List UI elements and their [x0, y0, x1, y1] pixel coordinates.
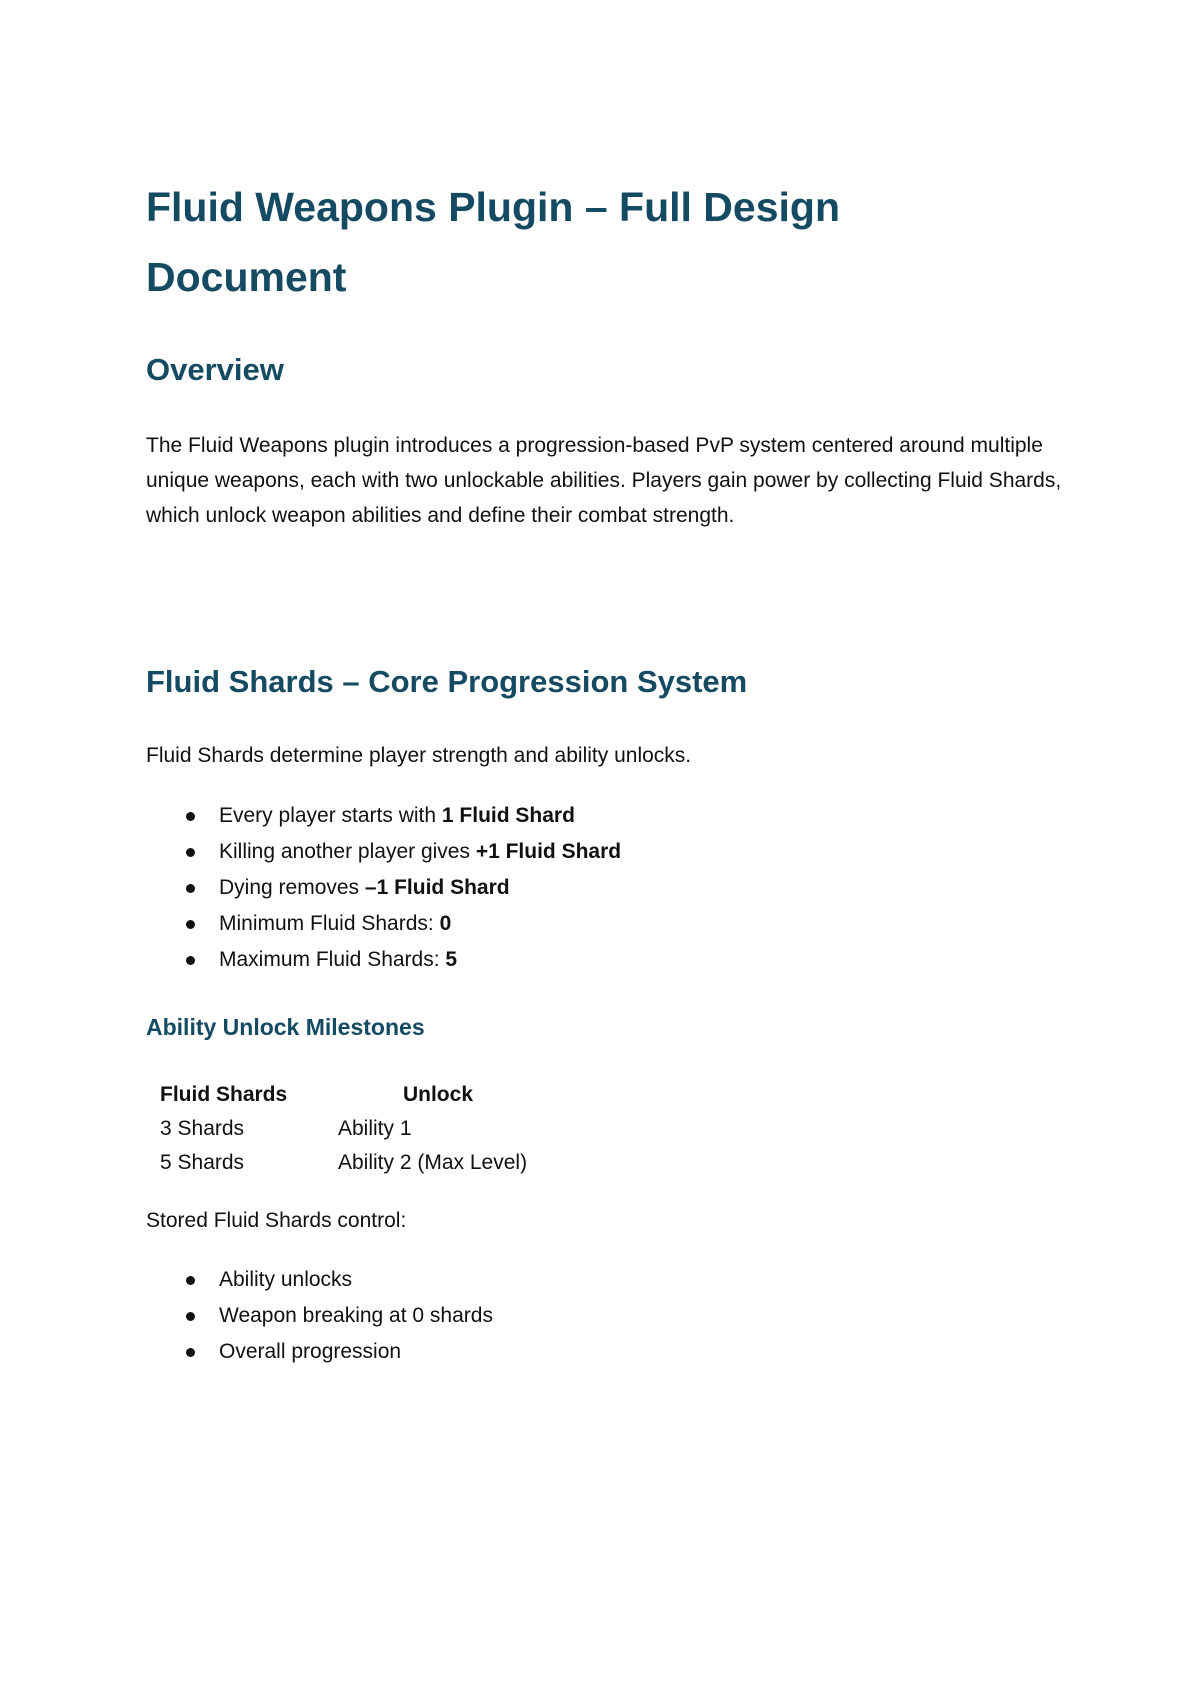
bullet-icon: [186, 1312, 195, 1321]
bullet-icon: [186, 812, 195, 821]
bullet-icon: [186, 848, 195, 857]
table-cell: 3 Shards: [160, 1117, 245, 1140]
stored-intro: Stored Fluid Shards control:: [146, 1209, 407, 1232]
shards-intro: Fluid Shards determine player strength and ability unlocks.: [146, 744, 692, 767]
milestones-table: [146, 1078, 552, 1180]
column-header-shards: Fluid Shards: [160, 1083, 288, 1106]
bullet-icon: [186, 884, 195, 893]
table-cell: 5 Shards: [160, 1151, 245, 1174]
milestones-heading: Ability Unlock Milestones: [146, 1014, 425, 1040]
overview-paragraph: The Fluid Weapons plugin introduces a progression-based PvP system centered around multiple unique weapons, each with two unlockable abilities. Players gain power by collecting Fluid Shards, which unlock weapon abilities and define their combat strength.: [146, 434, 1062, 527]
stored-controls-list: [146, 1262, 493, 1370]
overview-heading: Overview: [146, 352, 284, 387]
bullet-icon: [186, 1348, 195, 1357]
bullet-icon: [186, 1276, 195, 1285]
table-row: [146, 1146, 552, 1180]
list-item: Ability unlocks: [146, 1262, 493, 1298]
table-cell: Ability 1: [338, 1117, 412, 1140]
shard-rules-list: [146, 798, 621, 978]
shards-heading: Fluid Shards – Core Progression System: [146, 664, 748, 699]
document-title: Fluid Weapons Plugin – Full Design Document: [146, 184, 840, 300]
list-item: Maximum Fluid Shards: 5: [146, 942, 621, 978]
table-header-row: [146, 1078, 552, 1112]
list-item: Overall progression: [146, 1334, 493, 1370]
bullet-icon: [186, 920, 195, 929]
column-header-unlock: Unlock: [402, 1083, 473, 1106]
list-item: Killing another player gives +1 Fluid Shard: [146, 834, 621, 870]
table-cell: Ability 2 (Max Level): [338, 1151, 528, 1174]
list-item: Dying removes –1 Fluid Shard: [146, 870, 621, 906]
list-item: Every player starts with 1 Fluid Shard: [146, 798, 621, 834]
table-row: [146, 1112, 552, 1146]
list-item: Minimum Fluid Shards: 0: [146, 906, 621, 942]
list-item: Weapon breaking at 0 shards: [146, 1298, 493, 1334]
bullet-icon: [186, 956, 195, 965]
